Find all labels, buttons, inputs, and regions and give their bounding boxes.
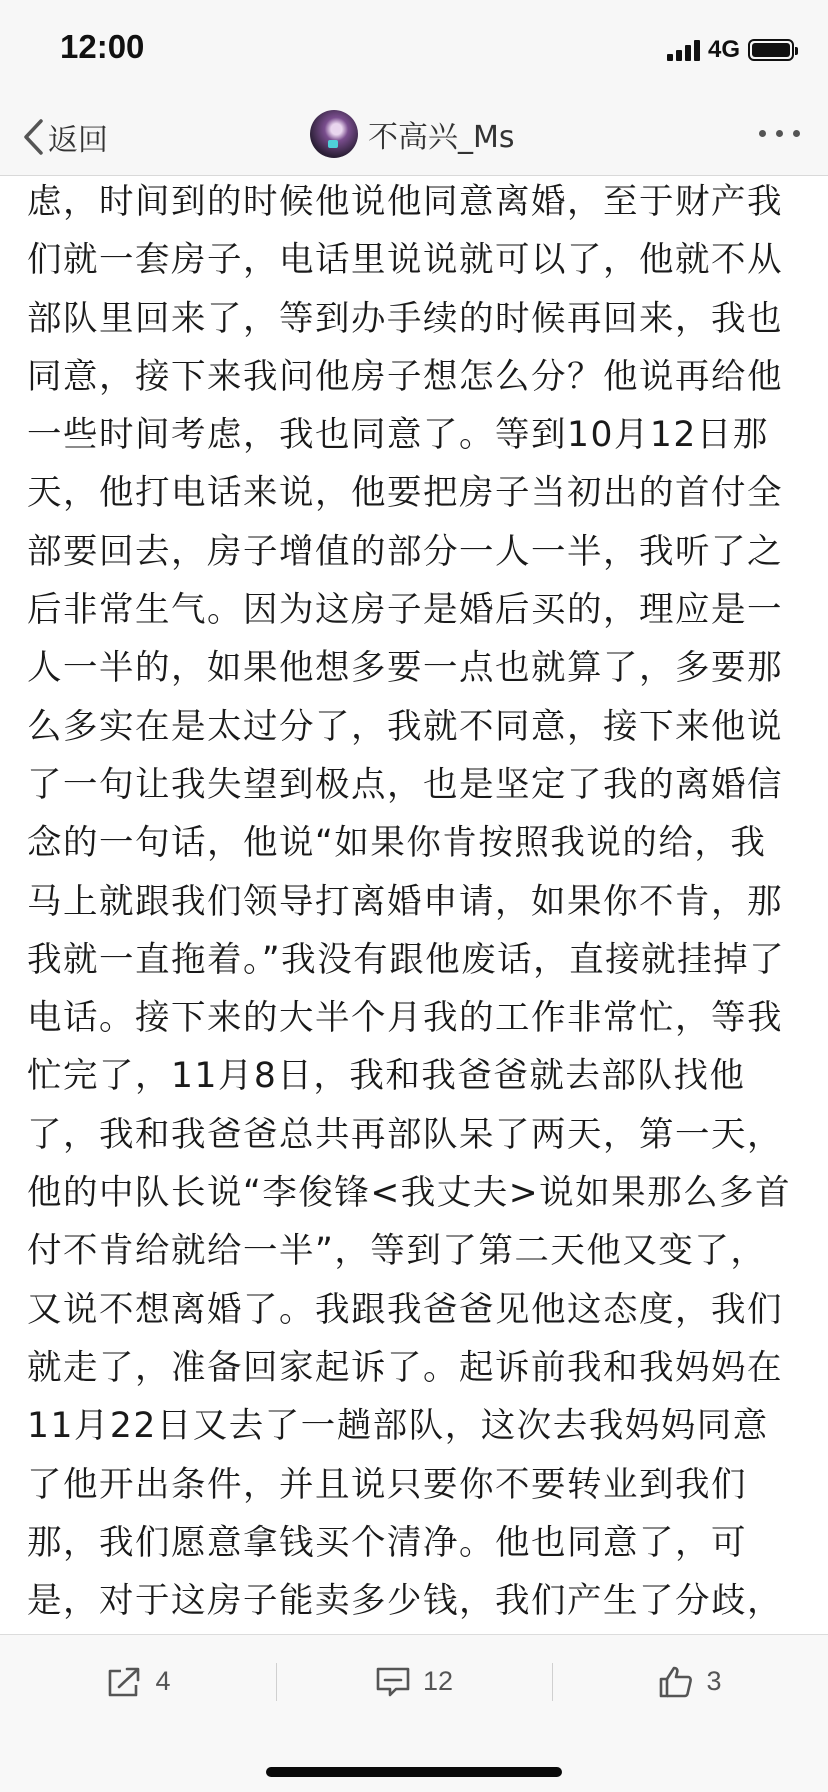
status-time: 12:00 [60,28,145,65]
battery-icon [748,39,794,61]
article-content[interactable] [0,176,828,1634]
more-dots-icon [759,130,766,137]
avatar[interactable] [310,110,358,158]
more-button[interactable] [759,122,800,145]
share-icon [105,1665,143,1699]
back-button[interactable] [22,112,108,162]
profile-header[interactable] [310,110,515,158]
signal-icon [667,39,700,61]
comment-count: 12 [422,1666,454,1696]
bottom-safe-area [0,1728,828,1792]
thumbs-up-icon [658,1665,694,1699]
comment-button[interactable] [276,1635,552,1728]
chevron-left-icon [22,118,44,156]
navigation-bar [0,100,828,176]
profile-name[interactable]: 不高兴_Ms [368,120,515,155]
back-label: 返回 [48,123,108,158]
share-count: 4 [155,1666,171,1696]
article-text: 虑，时间到的时候他说他同意离婚，至于财产我们就一套房子，电话里说说就可以了，他就不从部队里回来了，等到办手续的时候再回来，我也同意，接下来我问他房子想怎么分？他说再给他一些时间考虑，我也同意了。等到10月12日那天，他打电话来说，他要把房子当初出的首付全部要回去，房子增值的部分一人一半，我听了之后非常生气。因为这房子是婚后买的，理应是一人一半的，如果他想多要一点也就算了，多要那么多实在是太过分了，我就不同意，接下来他说了一句让我失望到极点，也是坚定了我的离婚信念的一句话，他说“如果你肯按照我说的给，我马上就跟我们领导打离婚申请，如果你不肯，那我就一直拖着。”我没有跟他废话，直接就挂掉了电话。接下来的大半个月我的工作非常忙，等我忙完了，11月8日，我和我爸爸就去部队找他了，我和我爸爸总共再部队呆了两天，第一天，他的中队长说“李俊锋<我丈夫>说如果那么多首付不肯给就给一半”，等到了第二天他又变了，又说不想离婚了。我跟我爸爸见他这态度，我们就走了，准备回家起诉了。起诉前我和我妈妈在11月22日又去了一趟部队，这次去我妈妈同意了他开出条件，并且说只要你不要转业到我们那，我们愿意拿钱买个清净。他也同意了，可是，对于这房子能卖多少钱，我们产生了分歧， [27,182,792,1622]
action-bar [0,1634,828,1728]
share-button[interactable] [0,1635,276,1728]
comment-icon [375,1665,411,1699]
network-type: 4G [707,36,740,63]
home-indicator[interactable] [266,1767,562,1777]
status-indicators [667,36,794,64]
like-count: 3 [706,1666,722,1696]
like-button[interactable] [552,1635,828,1728]
status-bar [0,0,828,100]
